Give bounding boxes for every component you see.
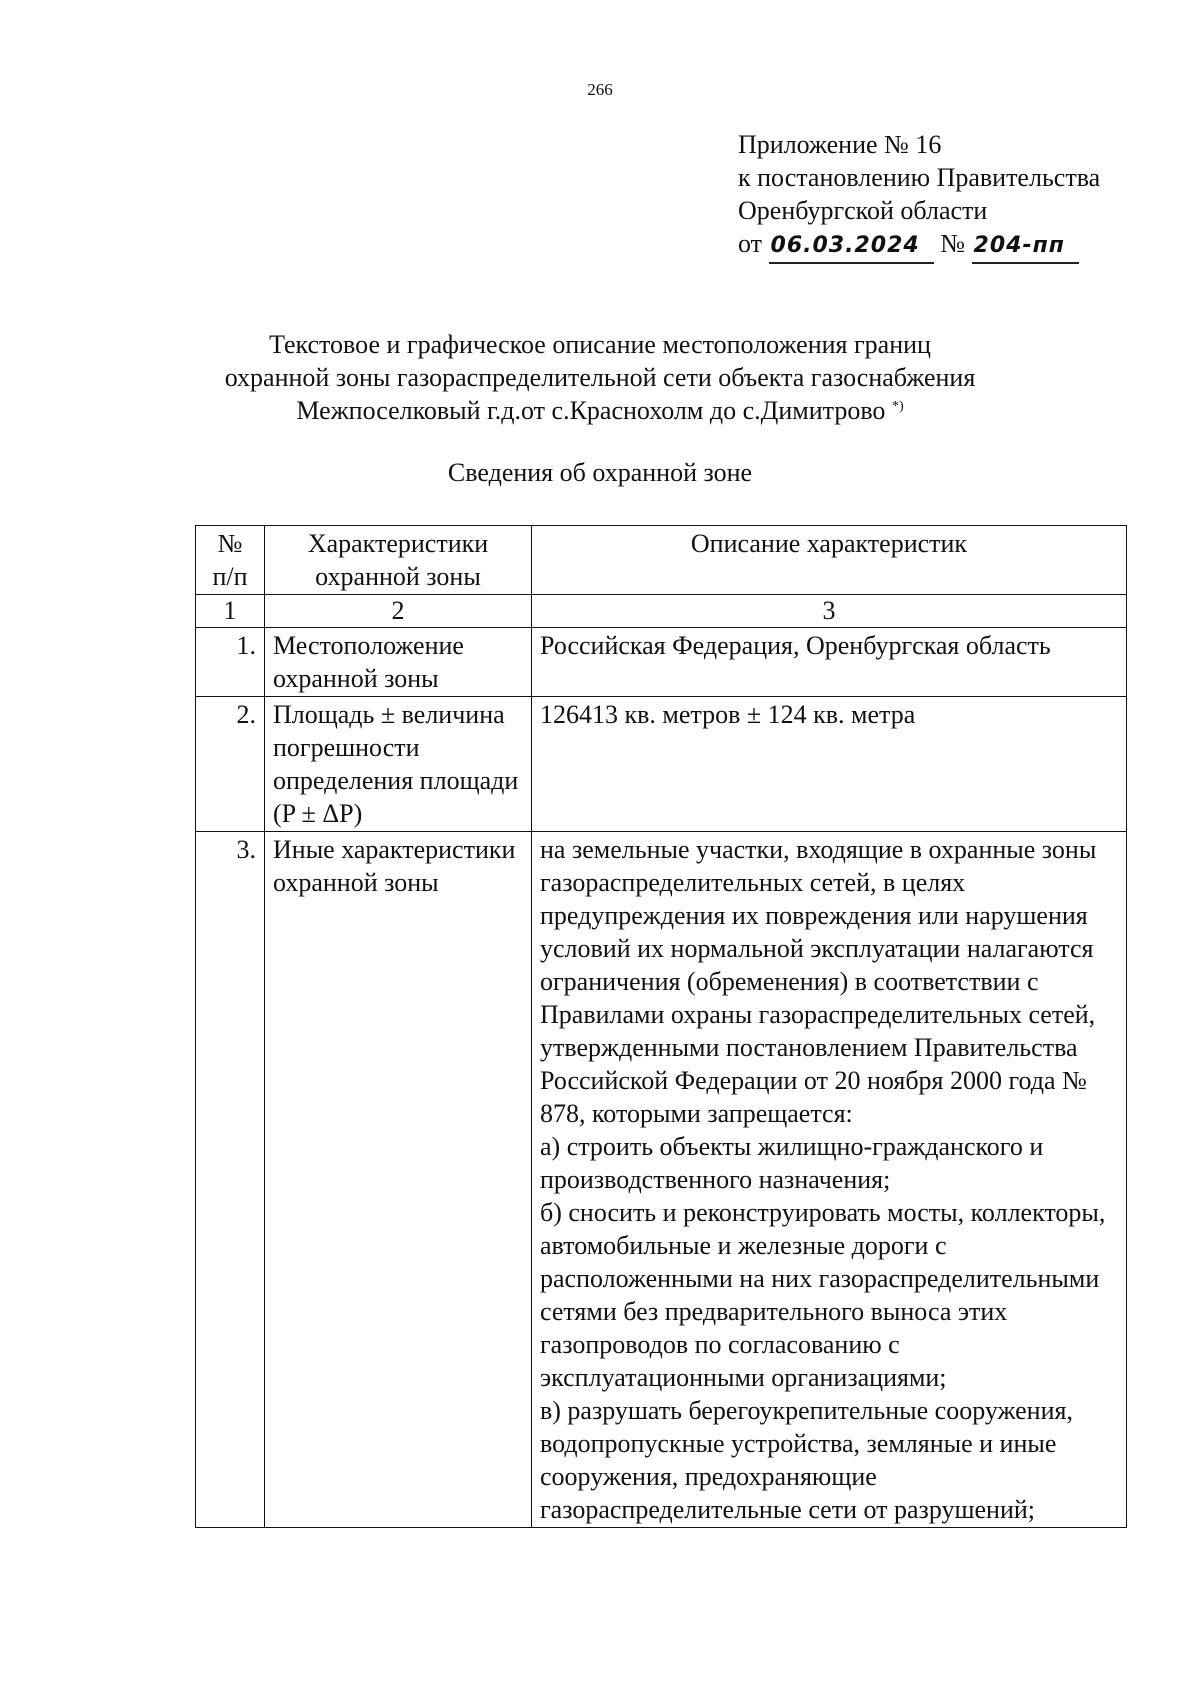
appendix-date-line	[738, 227, 1100, 264]
number-prefix: №	[940, 229, 966, 258]
description-paragraph: на земельные участки, входящие в охранные зоны газораспределительных сетей, в целях предупреждения их повреждения или нарушения условий их нормальной эксплуатации налагаются ограничения (обременения) в соответствии с Правилами охраны газораспределительных сетей, утвержденными постановлением Правительства Российской Федерации от 20 ноября 2000 года № 878, которыми запрещается:	[540, 835, 1097, 1128]
date-prefix: от	[738, 229, 763, 258]
table-row	[196, 832, 1127, 1528]
header-description: Описание характеристик	[532, 526, 1127, 595]
table-row	[196, 697, 1127, 832]
handwritten-number: 204-пп	[972, 229, 1079, 264]
column-number: 2	[265, 595, 532, 628]
row-characteristic: Иные характеристики охранной зоны	[265, 832, 532, 1528]
handwritten-date: 06.03.2024	[769, 229, 934, 264]
description-paragraph: 126413 кв. метров ± 124 кв. метра	[540, 700, 916, 729]
section-subtitle: Сведения об охранной зоне	[447, 458, 753, 487]
header-characteristic: Характеристики охранной зоны	[265, 526, 532, 595]
description-paragraph: в) разрушать берегоукрепительные сооружения, водопропускные устройства, земляные и иные сооружения, предохраняющие газораспределительные сети от разрушений;	[540, 1396, 1073, 1524]
table-row	[196, 628, 1127, 697]
document-title	[0, 328, 1200, 427]
appendix-line-3: Оренбургской области	[738, 196, 988, 225]
appendix-block	[738, 128, 1100, 264]
title-line-3	[0, 394, 1200, 427]
row-characteristic: Местоположение охранной зоны	[265, 628, 532, 697]
page-number: 266	[587, 80, 613, 99]
row-num: 1.	[196, 628, 265, 697]
description-paragraph: Российская Федерация, Оренбургская область	[540, 631, 1051, 660]
title-line-3-text: Межпоселковый г.д.от с.Краснохолм до с.Димитрово	[296, 396, 886, 425]
footnote-mark: *)	[891, 399, 904, 414]
column-number: 1	[196, 595, 265, 628]
row-description	[532, 832, 1127, 1528]
header-num: № п/п	[196, 526, 265, 595]
appendix-line-1: Приложение № 16	[738, 130, 942, 159]
title-line-1: Текстовое и графическое описание местоположения границ	[269, 330, 931, 359]
column-number: 3	[532, 595, 1127, 628]
row-description	[532, 697, 1127, 832]
description-paragraph: а) строить объекты жилищно-гражданского и производственного назначения;	[540, 1132, 1044, 1194]
table-header-row	[196, 526, 1127, 595]
row-description	[532, 628, 1127, 697]
zone-info-table	[195, 525, 1127, 1528]
appendix-line-2: к постановлению Правительства	[738, 163, 1101, 192]
row-characteristic: Площадь ± величина погрешности определения площади (P ± ΔP)	[265, 697, 532, 832]
description-paragraph: б) сносить и реконструировать мосты, коллекторы, автомобильные и железные дороги с расположенными на них газораспределительными сетями без предварительного выноса этих газопроводов по согласованию с эксплуатационными организациями;	[540, 1198, 1106, 1392]
row-num: 3.	[196, 832, 265, 1528]
row-num: 2.	[196, 697, 265, 832]
title-line-2: охранной зоны газораспределительной сети объекта газоснабжения	[224, 363, 976, 392]
column-number-row	[196, 595, 1127, 628]
